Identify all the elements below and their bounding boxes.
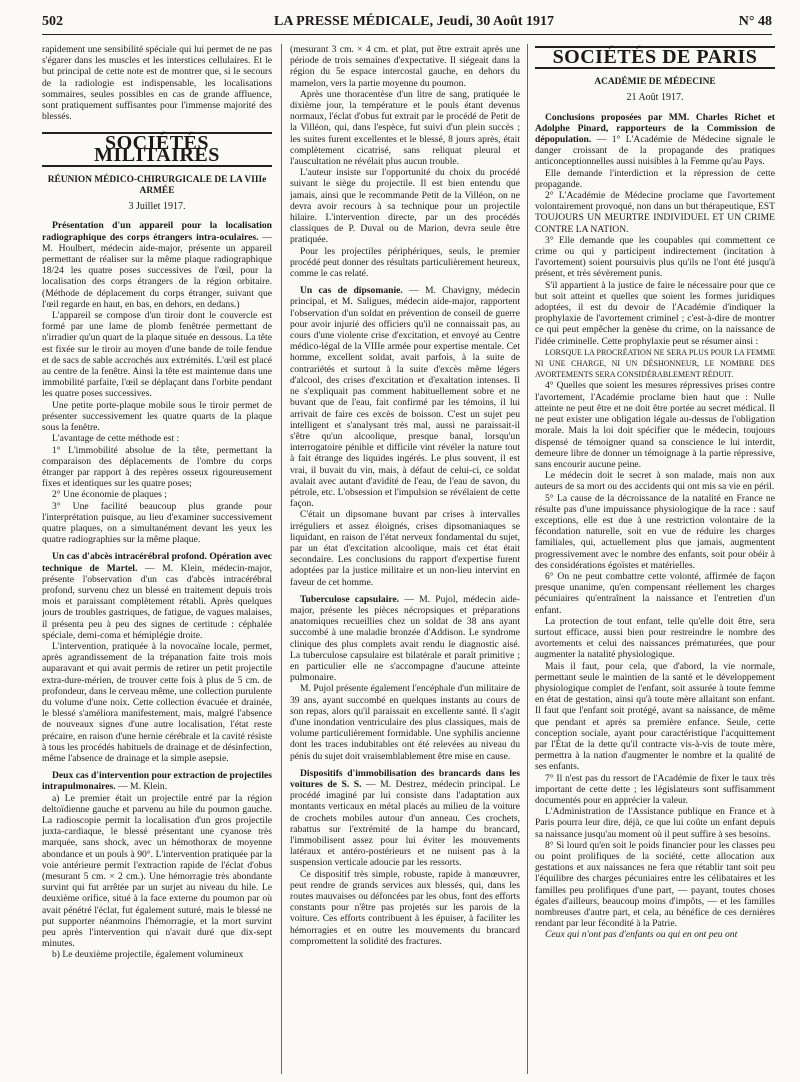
page-number: 502 [42, 14, 63, 29]
page-header [42, 14, 772, 34]
column-1 [42, 44, 272, 1074]
paragraph: Elle demande l'interdiction et la répression de cette propagande. [535, 167, 775, 190]
paragraph: — M. Pujol, médecin aide-major, présente les pièces nécropsiques et préparations anatomiques recueillies chez un soldat de 38 ans ayant succombé à une maladie bronzée d'Addison. Le syndrome clinique des plus complets avait rendu le diagnostic aisé. La tuberculose capsulaire est bilatérale et paraît primitive ; en particulier elle ne s'accompagne d'aucune atteinte pulmonaire. [290, 593, 520, 684]
paragraph: Une petite porte-plaque mobile sous le tiroir permet de présenter successivement les quatre quarts de la plaque sous la fenêtre. [42, 399, 272, 434]
paragraph: — M. Destrez, médecin principal. Le procédé imaginé par lui consiste dans l'adaptation aux montants verticaux en métal placés au milieu de la voiture de crochets mobiles autour d'un anneau. Ces crochets, rabattus sur l'extrémité de la hampe du brancard, l'immobilisent assez pour lui éviter les mouvements latéraux et antéro-postérieurs et ne nuisent pas à la suspension verticale adoucie par les ressorts. [290, 779, 520, 869]
paragraph: L'appareil se compose d'un tiroir dont le couvercle est formé par une lame de plomb fenêtrée permettant de n'irradier qu'un quart de la plaque située en dessous. La tête est fixée sur le tiroir au moyen d'une bande de toile fendue et de sacs de sable accrochés aux extrémités. L'œil est placé au centre de la fenêtre. Ainsi la tête est maintenue dans une immobilité parfaite, l'œil se déplaçant dans l'orbite pendant les quatre poses successives. [42, 310, 272, 400]
paragraph: S'il appartient à la justice de faire le nécessaire pour que ce but soit atteint et quelles que soient les formes juridiques adoptées, il est du devoir de l'Académie d'indiquer la prophylaxie de l'avortement criminel ; c'est-à-dire de montrer ce qui peut empêcher la genèse du crime, on la naissance de l'idée criminelle. Cette prophylaxie peut se résumer ainsi : [535, 279, 775, 347]
paragraph: rapidement une sensibilité spéciale qui lui permet de ne pas s'égarer dans les muscles et les interstices cellulaires. Et le but principal de cette note est de montrer que, si le secours de la radiologie est indispensable, les localisations sommaires, seules possibles en cas de grande affluence, sont pratiquement suffisantes pour l'immense majorité des blessés. [42, 44, 272, 123]
paragraph: b) Le deuxième projectile, également volumineux [52, 949, 244, 961]
column-3 [535, 44, 775, 1074]
paragraph: 7° Il n'est pas du ressort de l'Académie de fixer le taux très important de cette dette ; les législateurs sont suffisamment documentés pour en apprécier la valeur. [535, 772, 775, 806]
journal-title: LA PRESSE MÉDICALE, Jeudi, 30 Août 1917 [274, 14, 555, 29]
paragraph: 3° Une facilité beaucoup plus grande pour l'interprétation puisque, au lieu d'examiner successivement quatre plaques, on a simultanément devant les yeux les quatre radiographies sur la même plaque. [42, 500, 272, 546]
issue-number: N° 48 [738, 14, 772, 29]
paragraph: L'avantage de cette méthode est : [52, 433, 180, 445]
column-divider [527, 44, 528, 1074]
article-title: Dispositifs d'immobilisation des brancards dans les voitures de S. S. [290, 767, 520, 790]
paragraph: C'était un dipsomane buvant par crises à intervalles irréguliers et assez éloignés, crises dipsomaniaques se liquidant, en raison de l'état nerveux fondamental du sujet, par un état d'excitation alcoolique, mais cet état était secondaire. Les conclusions du rapport d'expertise furent adoptées par la justice militaire et un non-lieu intervint en faveur de cet homme. [290, 509, 520, 588]
paragraph: Ceux qui n'ont pas d'enfants ou qui en ont peu ont [545, 929, 738, 941]
paragraph: L'auteur insiste sur l'opportunité du choix du procédé suivant le siège du projectile. Il est bien entendu que jamais, ainsi que le recommande Petit de la Villéon, on ne devra avoir recours à sa technique pour un projectile hilaire. L'intervention directe, par un des procédés classiques de P. Duval ou de Marion, devra seule être pratiquée. [290, 167, 520, 246]
paragraph: Ce dispositif très simple, robuste, rapide à manœuvrer, peut rendre de grands services aux blessés, qui, dans les routes mauvaises ou défoncées par les obus, font des efforts constants pour n'être pas projetés sur les parois de la voiture. Ces efforts contribuent à les épuiser, à faciliter les hémorragies et en outre les mouvements du brancard compromettent la solidité des fractures. [290, 868, 520, 947]
paragraph: — M. Chavigny, médecin principal, et M. Saligues, médecin aide-major, rapportent l'observation d'un soldat en prévention de conseil de guerre pour avoir injurié des officiers qu'il ne connaissait pas, au cours d'une violente crise d'excitation, et envoyé au Centre médico-légal de la VIIIe armée pour expertise mentale. Cet homme, excellent soldat, avait parfois, à la suite de contrariétés et surtout à la suite d'excès même légers d'alcool, des crises d'excitation et d'exaltation intenses. Il ne s'expliquait pas comment habituellement sobre et ne buvant que de l'eau, fait confirmé par les témoins, il lui arrivait de faire ces excès de boisson. C'est un sujet peu intelligent et s'analysant très mal, aussi ne paraissait-il s'être qu'un alcoolique, presque banal, lorsqu'un interrogatoire pénible et difficile vint révéler la nature tout à fait étrange des liquides ingérés. Le plus souvent, il est vrai, il buvait du vin, mais, à défaut de celui-ci, ce soldat avalait avec autant d'avidité de l'eau, de l'eau de savon, du pétrole, etc. L'obsession et l'impulsion se révélaient de cette façon. [290, 285, 520, 510]
header-rule [42, 34, 772, 35]
meeting-date: 21 Août 1917. [626, 92, 684, 104]
paragraph: La protection de tout enfant, telle qu'elle doit être, sera surtout efficace, aussi bien pour restreindre le nombre des avortements et celui des naissances prématurées, que pour augmenter la natalité physiologique. [535, 615, 775, 661]
paragraph: 3° Elle demande que les coupables qui commettent ce crime ou qui y participent indirectement (incitation à l'avortement) soient poursuivis plus qu'ils ne l'ont été jusqu'à présent, et très sévèrement punis. [535, 234, 775, 280]
paragraph: L'intervention, pratiquée à la novocaïne locale, permet, après agrandissement de la trépanation faite trois mois auparavant et qui avait permis de retirer un petit projectile extra-dure-mérien, de trouver cette fois à plus de 5 cm. de profondeur, dans le cerveau même, une collection purulente du volume d'une noix. Cette collection évacuée et drainée, le blessé s'améliora manifestement, mais, malgré l'absence de nouveaux signes d'une autre localisation, l'état reste précaire, en raison d'une hernie cérébrale et la cavité résiste à tous les procédés habituels de drainage et de désinfection, même l'absence de drainage et la simple asepsie. [42, 640, 272, 764]
article-title: Conclusions proposées par MM. Charles Richet et Adolphe Pinard, rapporteurs de la Commission de dépopulation. [535, 111, 775, 146]
paragraph: L'Administration de l'Assistance publique en France et à Paris pourra leur dire, déjà, ce que lui coûte un enfant depuis sa naissance jusqu'au moment où il peut suffire à ses besoins. [535, 806, 775, 840]
paragraph: 8° Si lourd qu'en soit le poids financier pour les classes peu ou point prolifiques de la société, cette allocation aux gestations et aux naissances ne fera que rétablir tant soit peu l'équilibre des charges pécuniaires entre les célibataires et les familles peu prolifiques d'une part, — payant, toutes choses égales d'ailleurs, beaucoup moins d'impôts, — et les familles nombreuses d'autre part, et cela, au bénéfice de ces dernières rendant par leur fécondité à la Patrie. [535, 839, 775, 930]
paragraph: LORSQUE LA PROCRÉATION NE SERA PLUS POUR LA FEMME NI UNE CHARGE, NI UN DÉSHONNEUR, LE NOMBRE DES AVORTEMENTS SERA CONSIDÉRABLEMENT RÉDUIT. [535, 347, 775, 380]
paragraph: (mesurant 3 cm. × 4 cm. et plat, put être extrait après une période de trois semaines d'expectative. Il siégeait dans la région du 5e espace intercostal gauche, en dehors du mamelon, vers la partie moyenne du poumon. [290, 44, 520, 89]
paragraph: Pour les projectiles périphériques, seuls, le premier procédé peut donner des résultats particulièrement heureux, comme le cas relaté. [290, 245, 520, 280]
paragraph: 2° L'Académie de Médecine proclame que l'avortement volontairement provoqué, non dans un but thérapeutique, EST TOUJOURS UN MEURTRE INDIVIDUEL ET UN CRIME CONTRE LA NATION. [535, 190, 775, 235]
paragraph: M. Pujol présente également l'encéphale d'un militaire de 39 ans, ayant succombé en quelques instants au cours de son repas, alors qu'il paraissait en excellente santé. Il s'agit d'une inondation ventriculaire des plus classiques, mais de volume particulièrement formidable. Une syphilis ancienne dont les traces indubitables ont été relevées au niveau du pénis du sujet doit vraisemblablement être mise en cause. [290, 683, 520, 762]
section-title: SOCIÉTÉS DE PARIS [535, 46, 775, 69]
paragraph: — 1° L'Académie de Médecine signale le danger croissant de la propagande des pratiques anticonceptionnelles aussi nuisibles à la Femme qu'au Pays. [535, 134, 775, 168]
paragraph: Après une thoracentèse d'un litre de sang, pratiquée le dixième jour, la température et le pouls étant devenus normaux, l'éclat d'obus fut extrait par le procédé de Petit de la Villéon, qui, dans l'espèce, fut suivi d'un plein succès ; les suites furent excellentes et le blessé, 8 jours après, était complètement cicatrisé, sans reliquat pleural et l'auscultation ne révélait plus aucun trouble. [290, 88, 520, 168]
paragraph: — M. Houlbert, médecin aide-major, présente un appareil permettant de réaliser sur la même plaque radiographique 18/24 les quatre poses successives de l'œil, pour la localisation des corps étrangers de la région orbitaire. (Méthode de déplacement du corps étranger, suivant que l'œil regarde en haut, en bas, en dehors, en dedans.) [42, 231, 272, 310]
article-title: Tuberculose capsulaire. [300, 593, 400, 605]
paragraph: 1° L'immobilité absolue de la tête, permettant la comparaison des déplacements de l'ombre du corps étranger par rapport à des repères osseux rigoureusement fixes et identiques sur les quatre poses; [42, 444, 272, 490]
section-title: SOCIÉTÉS MILITAIRES [42, 132, 272, 166]
paragraph: Le médecin doit le secret à son malade, mais non aux auteurs de sa mort ou des accidents qui ont mis sa vie en péril. [535, 470, 775, 493]
article-author: — M. Klein. [118, 781, 168, 793]
article-title: Présentation d'un appareil pour la localisation radiographique des corps étrangers intra-oculaires. [42, 220, 272, 243]
paragraph: Mais il faut, pour cela, que d'abord, la vie normale, permettant seule le maintien de la santé et le développement physiologique complet de l'enfant, soit assurée à toute femme en état de gestation, ainsi qu'à toute mère allaitant son enfant. Il faut que l'enfant soit protégé, avant sa naissance, de même que pendant et après sa première enfance. Seule, cette conception sociale, ayant pour caractéristique l'acquittement par l'État de la dette qu'il contracte vis-à-vis de toute mère, permettra à la nation d'augmenter le nombre et la qualité de ses enfants. [535, 660, 775, 773]
paragraph: a) Le premier était un projectile entré par la région deltoïdienne gauche et parvenu au hile du poumon gauche. La radioscopie permit la localisation d'un gros projectile juxta-cardiaque, le blessé présentant une cyanose très marquée, sans shock, avec un hémothorax de moyenne abondance et un pouls à 90°. L'intervention pratiquée par la voie antérieure permit l'extraction rapide de l'éclat d'obus (mesurant 5 cm. × 2 cm.). Une hémorragie très abondante survint qui fut arrêtée par un surjet au niveau du hile. Le deuxième orifice, situé à la face externe du poumon par où avait pénétré l'éclat, fut également suturé, mais le blessé ne put supporter néanmoins l'hémorragie, et la mort survint peu après l'intervention qui n'avait duré que dix-sept minutes. [42, 792, 272, 950]
paragraph: — M. Klein, médecin-major, présente l'observation d'un cas d'abcès intracérébral profond, survenu chez un blessé en traitement depuis trois mois et paraissant complètement rétabli. Après quelques jours de troubles gastriques, de fatigue, de vagues malaises, il présenta peu à peu des signes de certitude : céphalée spéciale, demi-coma et hémiplégie droite. [42, 562, 272, 641]
meeting-date: 3 Juillet 1917. [128, 201, 186, 213]
column-2 [290, 44, 520, 1074]
article-title: Un cas d'abcès intracérébral profond. Opération avec technique de Martel. [42, 551, 272, 574]
article-title: Deux cas d'intervention pour extraction de projectiles intrapulmonaires. [42, 770, 272, 793]
paragraph: 5° La cause de la décroissance de la natalité en France ne résulte pas d'une impuissance physiologique de la race : sauf exceptions, elle est due à une restriction volontaire de la fécondation naturelle, soit en vue de réduire les charges familiales, qui, actuellement plus que jamais, augmentent progressivement avec le nombre des enfants, soit pour obéir à des considérations égoïstes et matérielles. [535, 492, 775, 571]
section-subheading: RÉUNION MÉDICO-CHIRURGICALE DE LA VIIIe ARMÉE [47, 174, 267, 197]
paragraph: 6° On ne peut combattre cette volonté, affirmée de façon presque unanime, qu'en compensant réellement les charges pécuniaires qu'entraînent la naissance et l'entretien d'un enfant. [535, 570, 775, 616]
section-subheading: ACADÉMIE DE MÉDECINE [594, 77, 716, 88]
paragraph: 2° Une économie de plaques ; [52, 489, 167, 501]
column-divider [281, 44, 282, 1074]
paragraph: 4° Quelles que soient les mesures répressives prises contre l'avortement, l'Académie proclame bien haut que : Nulle atteinte ne peut être et ne doit être portée au secret médical. Il ne peut exister une obligation légale au-dessus de l'obligation morale. Mais la loi doit spécifier que le médecin, toujours dispensé de témoigner quand sa conscience le lui interdit, demeure libre de donner un témoignage à la partie répressive, sans encourir aucune peine. [535, 380, 775, 470]
article-title: Un cas de dipsomanie. [300, 285, 403, 297]
